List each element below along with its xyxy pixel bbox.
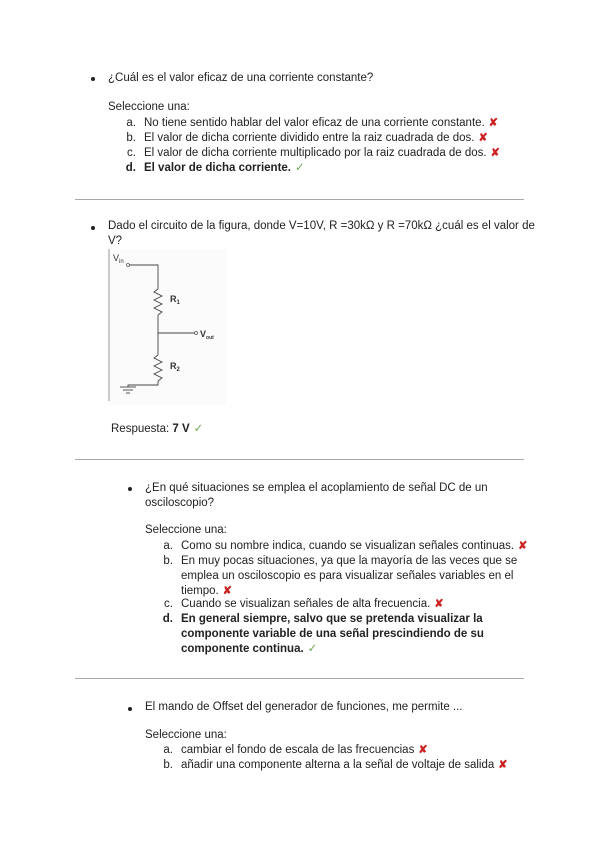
option-text: componente continua.: [181, 643, 304, 655]
answer-label: Respuesta:: [111, 423, 170, 435]
bullet: [91, 77, 95, 81]
question-text: Dado el circuito de la figura, donde V=10V, R =30kΩ y R =70kΩ ¿cuál es el valor de V?: [108, 220, 535, 247]
separator: [75, 459, 524, 460]
bullet: [91, 226, 95, 230]
separator: [75, 678, 524, 679]
select-label: Seleccione una:: [108, 101, 190, 113]
option-text: Como su nombre indica, cuando se visualizan señales continuas.: [181, 540, 515, 552]
option-text: En muy pocas situaciones, ya que la mayoría de las veces que se: [181, 555, 518, 567]
r1-label: $R_1$: [170, 294, 180, 306]
answer-value: 7 V: [172, 423, 190, 435]
separator: [75, 199, 524, 200]
option-text: En general siempre, salvo que se pretenda visualizar la: [181, 613, 483, 625]
circuit-diagram: [108, 249, 226, 405]
wrong-icon: ✘: [488, 117, 498, 129]
option-text: emplea un osciloscopio es para visualizar señales variables en el: [181, 570, 514, 582]
question-text: ¿Cuál es el valor eficaz de una corriente constante?: [108, 72, 374, 84]
vout-label: $V_{out}$: [200, 329, 214, 341]
question-text: El mando de Offset del generador de funciones, me permite ...: [145, 701, 463, 713]
answer: [111, 421, 203, 435]
option-text: El valor de dicha corriente.: [144, 162, 291, 174]
bullet: [128, 707, 132, 711]
wrong-icon: ✘: [434, 598, 444, 610]
wrong-icon: ✘: [490, 147, 500, 159]
wrong-icon: ✘: [478, 132, 488, 144]
bullet: [128, 487, 132, 491]
r2-label: $R_2$: [170, 361, 180, 373]
option-text: El valor de dicha corriente dividido entre la raiz cuadrada de dos.: [144, 132, 475, 144]
wrong-icon: ✘: [222, 585, 232, 597]
correct-icon: ✓: [193, 423, 204, 435]
option-text: No tiene sentido hablar del valor eficaz de una corriente constante.: [144, 117, 485, 129]
option-text: Cuando se visualizan señales de alta frecuencia.: [181, 598, 431, 610]
select-label: Seleccione una:: [145, 729, 227, 741]
option-text: El valor de dicha corriente multiplicado por la raiz cuadrada de dos.: [144, 147, 487, 159]
select-label: Seleccione una:: [145, 524, 227, 536]
option-text: componente variable de una señal prescindiendo de su: [181, 628, 484, 640]
wrong-icon: ✘: [498, 759, 508, 771]
wrong-icon: ✘: [518, 540, 528, 552]
correct-icon: ✓: [307, 643, 318, 655]
vin-label: $V_{in}$: [113, 253, 124, 265]
wrong-icon: ✘: [418, 744, 428, 756]
option-text: tiempo.: [181, 585, 219, 597]
option-text: cambiar el fondo de escala de las frecuencias: [181, 744, 415, 756]
correct-icon: ✓: [295, 162, 305, 174]
option-text: añadir una componente alterna a la señal de voltaje de salida: [181, 759, 495, 771]
question-text: ¿En qué situaciones se emplea el acoplamiento de señal DC de un osciloscopio?: [145, 482, 488, 509]
